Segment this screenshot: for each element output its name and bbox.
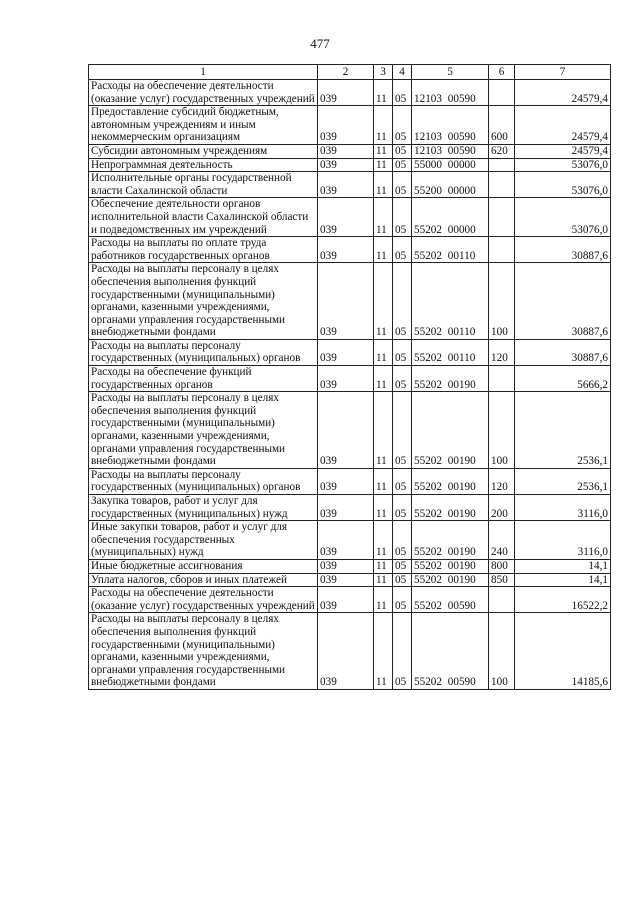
cell-target-article: 55202 00190 (412, 521, 489, 560)
cell-amount: 53076,0 (515, 198, 611, 237)
cell-admin-code: 039 (318, 468, 374, 494)
cell-admin-code: 039 (318, 80, 374, 106)
col-header-1: 1 (89, 65, 318, 80)
cell-section: 11 (374, 80, 393, 106)
cell-target-article: 55202 00190 (412, 559, 489, 573)
table-row (89, 587, 611, 613)
cell-expense-type: 120 (489, 339, 515, 365)
cell-target-article: 55200 00000 (412, 172, 489, 198)
cell-section: 11 (374, 587, 393, 613)
col-header-6: 6 (489, 65, 515, 80)
table-row (89, 521, 611, 560)
cell-expense-type (489, 158, 515, 172)
cell-section: 11 (374, 158, 393, 172)
cell-amount: 14185,6 (515, 613, 611, 690)
cell-section: 11 (374, 521, 393, 560)
cell-subsection: 05 (393, 392, 412, 469)
cell-target-article: 55000 00000 (412, 158, 489, 172)
cell-expense-type: 100 (489, 263, 515, 340)
cell-section: 11 (374, 339, 393, 365)
cell-expense-type: 600 (489, 106, 515, 145)
cell-admin-code: 039 (318, 339, 374, 365)
page-number: 477 (310, 36, 330, 51)
cell-name: Расходы на обеспечение функций государственных органов (89, 366, 318, 392)
cell-subsection: 05 (393, 339, 412, 365)
cell-amount: 2536,1 (515, 392, 611, 469)
cell-subsection: 05 (393, 559, 412, 573)
cell-amount: 2536,1 (515, 468, 611, 494)
cell-subsection: 05 (393, 172, 412, 198)
col-header-4: 4 (393, 65, 412, 80)
cell-subsection: 05 (393, 263, 412, 340)
cell-admin-code: 039 (318, 521, 374, 560)
cell-expense-type: 800 (489, 559, 515, 573)
cell-subsection: 05 (393, 198, 412, 237)
table-body (89, 80, 611, 690)
cell-admin-code: 039 (318, 198, 374, 237)
cell-amount: 14,1 (515, 573, 611, 587)
cell-subsection: 05 (393, 80, 412, 106)
cell-amount: 24579,4 (515, 144, 611, 158)
cell-subsection: 05 (393, 587, 412, 613)
cell-admin-code: 039 (318, 559, 374, 573)
table-row (89, 495, 611, 521)
cell-subsection: 05 (393, 366, 412, 392)
table-row (89, 80, 611, 106)
cell-subsection: 05 (393, 144, 412, 158)
col-header-3: 3 (374, 65, 393, 80)
cell-expense-type: 120 (489, 468, 515, 494)
cell-subsection: 05 (393, 158, 412, 172)
cell-amount: 53076,0 (515, 158, 611, 172)
col-header-2: 2 (318, 65, 374, 80)
cell-name: Уплата налогов, сборов и иных платежей (89, 573, 318, 587)
table-row (89, 613, 611, 690)
cell-amount: 30887,6 (515, 263, 611, 340)
cell-amount: 16522,2 (515, 587, 611, 613)
cell-target-article: 55202 00190 (412, 573, 489, 587)
cell-expense-type: 100 (489, 392, 515, 469)
cell-section: 11 (374, 392, 393, 469)
cell-admin-code: 039 (318, 172, 374, 198)
cell-target-article: 55202 00190 (412, 468, 489, 494)
cell-admin-code: 039 (318, 587, 374, 613)
table-row (89, 392, 611, 469)
cell-admin-code: 039 (318, 237, 374, 263)
col-header-7: 7 (515, 65, 611, 80)
cell-name: Исполнительные органы государственной власти Сахалинской области (89, 172, 318, 198)
cell-expense-type: 240 (489, 521, 515, 560)
cell-name: Расходы на выплаты персоналу в целях обеспечения выполнения функций государственными (муниципальными) органами, казенными учреждениями, органами управления государственными внебюджетными фондами (89, 263, 318, 340)
cell-name: Расходы на выплаты персоналу в целях обеспечения выполнения функций государственными (муниципальными) органами, казенными учреждениями, органами управления государственными внебюджетными фондами (89, 613, 318, 690)
table-row (89, 468, 611, 494)
cell-amount: 14,1 (515, 559, 611, 573)
cell-name: Предоставление субсидий бюджетным, автономным учреждениям и иным некоммерческим организациям (89, 106, 318, 145)
table-row (89, 559, 611, 573)
table-row (89, 573, 611, 587)
cell-name: Иные бюджетные ассигнования (89, 559, 318, 573)
cell-target-article: 55202 00190 (412, 392, 489, 469)
cell-amount: 24579,4 (515, 106, 611, 145)
cell-name: Расходы на выплаты персоналу государственных (муниципальных) органов (89, 468, 318, 494)
cell-name: Закупка товаров, работ и услуг для государственных (муниципальных) нужд (89, 495, 318, 521)
cell-admin-code: 039 (318, 366, 374, 392)
cell-name: Расходы на выплаты персоналу государственных (муниципальных) органов (89, 339, 318, 365)
table-row (89, 172, 611, 198)
cell-name: Иные закупки товаров, работ и услуг для обеспечения государственных (муниципальных) нужд (89, 521, 318, 560)
cell-amount: 3116,0 (515, 495, 611, 521)
table-row (89, 158, 611, 172)
cell-subsection: 05 (393, 468, 412, 494)
cell-subsection: 05 (393, 106, 412, 145)
cell-target-article: 55202 00000 (412, 198, 489, 237)
cell-amount: 30887,6 (515, 339, 611, 365)
cell-subsection: 05 (393, 613, 412, 690)
cell-name: Расходы на обеспечение деятельности (оказание услуг) государственных учреждений (89, 80, 318, 106)
cell-section: 11 (374, 468, 393, 494)
col-header-5: 5 (412, 65, 489, 80)
cell-name: Обеспечение деятельности органов исполнительной власти Сахалинской области и подведомственных им учреждений (89, 198, 318, 237)
table-row (89, 106, 611, 145)
cell-target-article: 12103 00590 (412, 106, 489, 145)
cell-target-article: 55202 00110 (412, 237, 489, 263)
cell-admin-code: 039 (318, 613, 374, 690)
cell-amount: 24579,4 (515, 80, 611, 106)
cell-target-article: 55202 00110 (412, 339, 489, 365)
cell-expense-type: 200 (489, 495, 515, 521)
cell-admin-code: 039 (318, 144, 374, 158)
table-row (89, 237, 611, 263)
cell-target-article: 55202 00190 (412, 495, 489, 521)
cell-expense-type (489, 198, 515, 237)
cell-section: 11 (374, 237, 393, 263)
cell-subsection: 05 (393, 237, 412, 263)
cell-section: 11 (374, 144, 393, 158)
table-row (89, 263, 611, 340)
cell-target-article: 12103 00590 (412, 144, 489, 158)
cell-target-article: 12103 00590 (412, 80, 489, 106)
cell-section: 11 (374, 263, 393, 340)
cell-admin-code: 039 (318, 495, 374, 521)
cell-expense-type (489, 366, 515, 392)
cell-admin-code: 039 (318, 392, 374, 469)
cell-admin-code: 039 (318, 106, 374, 145)
cell-amount: 5666,2 (515, 366, 611, 392)
cell-name: Расходы на обеспечение деятельности (оказание услуг) государственных учреждений (89, 587, 318, 613)
cell-expense-type (489, 172, 515, 198)
cell-target-article: 55202 00590 (412, 613, 489, 690)
cell-expense-type: 850 (489, 573, 515, 587)
cell-section: 11 (374, 106, 393, 145)
cell-admin-code: 039 (318, 573, 374, 587)
table-row (89, 339, 611, 365)
cell-target-article: 55202 00590 (412, 587, 489, 613)
header-row (89, 65, 611, 80)
cell-section: 11 (374, 573, 393, 587)
cell-name: Расходы на выплаты персоналу в целях обеспечения выполнения функций государственными (муниципальными) органами, казенными учреждениями, органами управления государственными внебюджетными фондами (89, 392, 318, 469)
cell-name: Расходы на выплаты по оплате труда работников государственных органов (89, 237, 318, 263)
cell-target-article: 55202 00190 (412, 366, 489, 392)
cell-amount: 53076,0 (515, 172, 611, 198)
cell-name: Непрограммная деятельность (89, 158, 318, 172)
table-row (89, 144, 611, 158)
budget-table (88, 64, 611, 690)
table-row (89, 198, 611, 237)
cell-target-article: 55202 00110 (412, 263, 489, 340)
cell-amount: 30887,6 (515, 237, 611, 263)
cell-expense-type: 100 (489, 613, 515, 690)
cell-admin-code: 039 (318, 158, 374, 172)
cell-section: 11 (374, 198, 393, 237)
cell-expense-type: 620 (489, 144, 515, 158)
cell-expense-type (489, 587, 515, 613)
cell-section: 11 (374, 366, 393, 392)
cell-expense-type (489, 237, 515, 263)
cell-section: 11 (374, 495, 393, 521)
cell-amount: 3116,0 (515, 521, 611, 560)
cell-section: 11 (374, 613, 393, 690)
cell-section: 11 (374, 559, 393, 573)
cell-expense-type (489, 80, 515, 106)
cell-subsection: 05 (393, 573, 412, 587)
cell-admin-code: 039 (318, 263, 374, 340)
cell-subsection: 05 (393, 521, 412, 560)
cell-section: 11 (374, 172, 393, 198)
cell-subsection: 05 (393, 495, 412, 521)
cell-name: Субсидии автономным учреждениям (89, 144, 318, 158)
table-row (89, 366, 611, 392)
